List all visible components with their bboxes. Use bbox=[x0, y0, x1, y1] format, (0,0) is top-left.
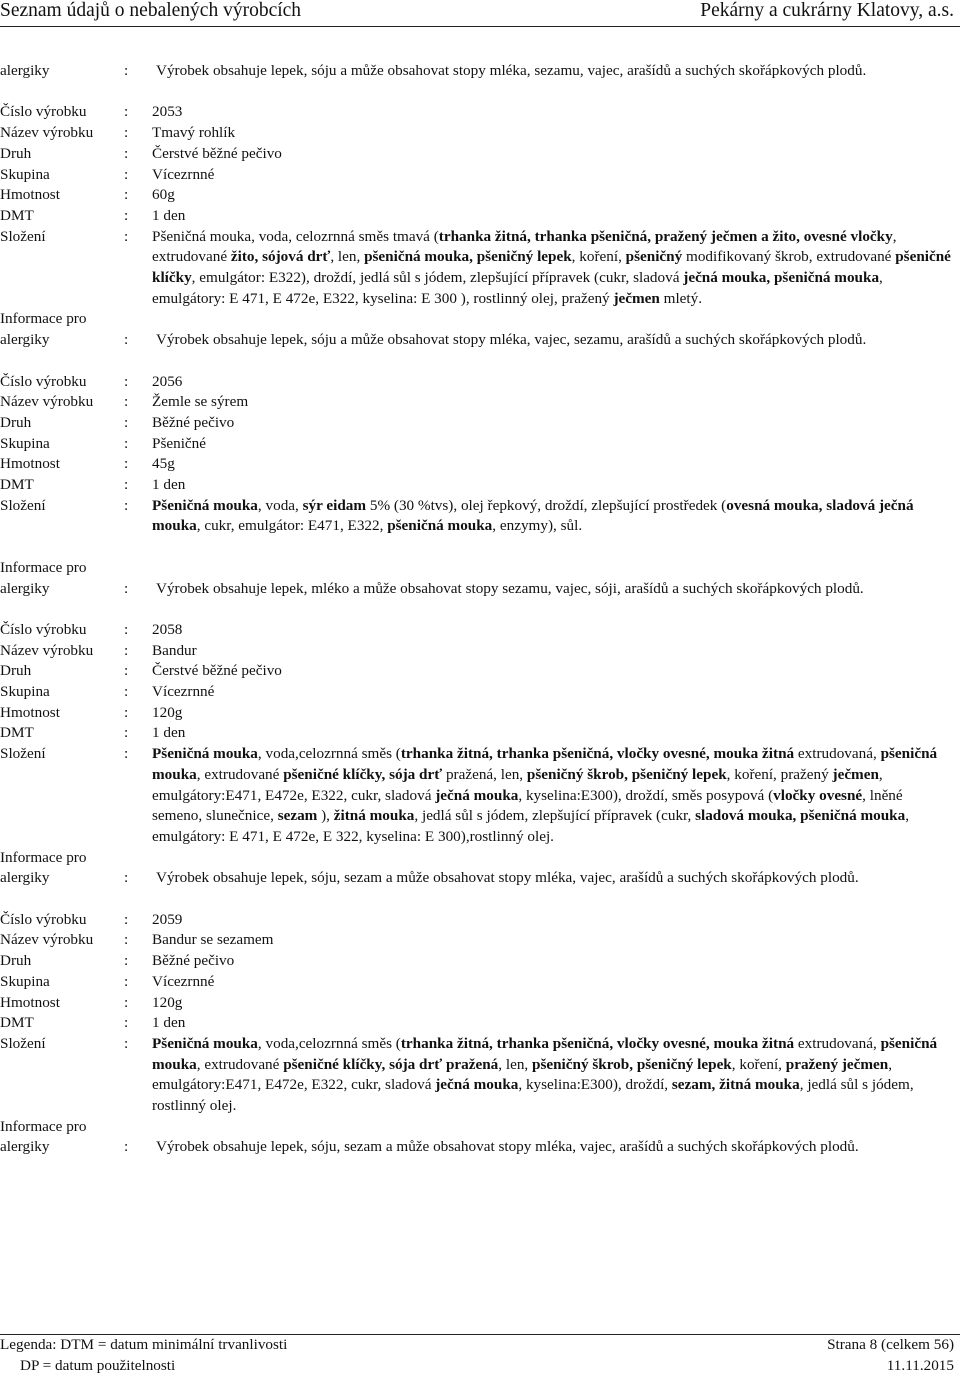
ingredient-text: extrudovaná, bbox=[794, 1034, 881, 1052]
allergen-highlight: pšeničná mouka bbox=[387, 517, 493, 535]
document-title: Seznam údajů o nebalených výrobcích bbox=[0, 0, 302, 21]
field-value: Pšeničné bbox=[152, 434, 206, 452]
allergen-highlight: vločky ovesné bbox=[773, 786, 863, 804]
allergen-highlight: trhanka žitná, trhanka pšeničná, vločky ovesné, mouka žitná bbox=[400, 745, 795, 763]
product-field-alergiky bbox=[0, 579, 960, 600]
allergen-highlight: pšeničné klíčky, sója drť bbox=[283, 765, 443, 783]
ingredients-text bbox=[152, 744, 960, 848]
legend-dp: DP = datum použitelnosti bbox=[20, 1356, 176, 1374]
allergy-text: Výrobek obsahuje lepek, sóju, sezam a může obsahovat stopy mléka, vajec, arašídů a suchých skořápkových plodů. bbox=[156, 869, 859, 887]
product-field-dmt bbox=[0, 1013, 960, 1034]
field-label: Druh bbox=[0, 952, 32, 970]
allergen-highlight: ječná mouka bbox=[435, 1076, 519, 1094]
field-value: 60g bbox=[152, 186, 175, 204]
allergy-text: Výrobek obsahuje lepek, sóju, sezam a může obsahovat stopy mléka, vajec, arašídů a suchých skořápkových plodů. bbox=[156, 1138, 859, 1156]
product-field-nazev bbox=[0, 123, 960, 144]
print-date: 11.11.2015 bbox=[886, 1356, 954, 1374]
block-spacer bbox=[0, 889, 960, 910]
ingredient-text: , kyselina:E300), droždí, bbox=[518, 1076, 672, 1094]
field-label: DMT bbox=[0, 1014, 34, 1032]
product-block bbox=[0, 351, 960, 599]
allergen-highlight: pšeničné klíčky bbox=[152, 248, 951, 287]
ingredient-text: , emulgátory: E 471, E 472e, E322, kyselina: E 300 ), rostlinný olej, pražený bbox=[152, 269, 883, 307]
field-label: Složení bbox=[0, 1034, 46, 1052]
separator: : bbox=[124, 393, 129, 411]
field-label: Číslo výrobku bbox=[0, 910, 87, 928]
ingredient-text: , emulgátory:E471, E472e, E322, cukr, sladová bbox=[152, 1055, 893, 1094]
field-label: Skupina bbox=[0, 165, 50, 183]
allergen-highlight: Pšeničná mouka bbox=[152, 1034, 258, 1052]
separator: : bbox=[124, 724, 129, 742]
separator: : bbox=[124, 434, 129, 452]
allergen-highlight: trhanka žitná, trhanka pšeničná, vločky ovesné, mouka žitná bbox=[400, 1034, 795, 1052]
separator: : bbox=[124, 227, 129, 245]
field-label: Druh bbox=[0, 144, 32, 162]
field-label: Název výrobku bbox=[0, 931, 94, 949]
field-value: Vícezrnné bbox=[152, 165, 215, 183]
allergen-highlight: ječmen bbox=[832, 765, 879, 783]
ingredient-text: , emulgátor: E322), droždí, jedlá sůl s jódem, zlepšující přípravek (cukr, sladová bbox=[191, 269, 684, 287]
allergen-highlight: ječná mouka, pšeničná mouka bbox=[683, 269, 880, 287]
field-value: Čerstvé běžné pečivo bbox=[152, 144, 282, 162]
separator: : bbox=[124, 413, 129, 431]
field-label: Skupina bbox=[0, 972, 50, 990]
product-field-hmotnost bbox=[0, 454, 960, 475]
field-label: alergiky bbox=[0, 579, 50, 597]
ingredient-text: , emulgátory:E471, E472e, E322, cukr, sladová bbox=[152, 765, 883, 804]
allergen-highlight: pšeničná mouka bbox=[152, 745, 938, 783]
separator: : bbox=[124, 620, 129, 638]
field-label: Složení bbox=[0, 745, 46, 763]
product-field-slozeni bbox=[0, 1034, 960, 1117]
block-spacer bbox=[0, 599, 960, 620]
ingredients-text bbox=[152, 1034, 960, 1117]
ingredient-text: , extrudované bbox=[196, 1055, 284, 1073]
ingredient-text: , koření, pražený bbox=[726, 765, 833, 783]
separator: : bbox=[124, 952, 129, 970]
product-field-slozeni bbox=[0, 744, 960, 848]
product-field-druh bbox=[0, 661, 960, 682]
product-field-druh bbox=[0, 144, 960, 165]
product-field-slozeni bbox=[0, 496, 960, 537]
ingredient-text: 5% (30 %tvs), olej řepkový, droždí, zlepšující prostředek ( bbox=[366, 496, 727, 514]
page-number: Strana 8 (celkem 56) bbox=[827, 1336, 954, 1353]
product-field-dmt bbox=[0, 206, 960, 227]
separator: : bbox=[124, 124, 129, 142]
allergy-text: Výrobek obsahuje lepek, sóju a může obsahovat stopy mléka, vajec, sezamu, arašídů a suchých skořápkových plodů. bbox=[156, 331, 867, 349]
allergen-highlight: sezam, žitná mouka bbox=[671, 1076, 800, 1094]
info-label-row bbox=[0, 309, 960, 330]
separator: : bbox=[124, 455, 129, 473]
separator: : bbox=[124, 910, 129, 928]
info-label-row bbox=[0, 1117, 960, 1138]
field-label: alergiky bbox=[0, 1138, 50, 1156]
field-value: Žemle se sýrem bbox=[152, 393, 249, 411]
product-list bbox=[0, 82, 960, 1158]
legend bbox=[0, 1335, 287, 1376]
separator: : bbox=[124, 1034, 129, 1052]
field-label: DMT bbox=[0, 724, 34, 742]
product-field-skupina bbox=[0, 165, 960, 186]
product-field-skupina bbox=[0, 682, 960, 703]
info-label-row bbox=[0, 848, 960, 869]
allergen-highlight: pšeničný škrob, pšeničný lepek bbox=[532, 1055, 732, 1073]
field-value: 2058 bbox=[152, 620, 183, 638]
field-label: alergiky bbox=[0, 331, 50, 349]
product-field-dmt bbox=[0, 723, 960, 744]
product-field-cislo bbox=[0, 910, 960, 931]
ingredient-text: , extrudované bbox=[152, 227, 897, 266]
allergen-highlight: pšeničná mouka bbox=[152, 1034, 938, 1073]
allergy-text: Výrobek obsahuje lepek, mléko a může obsahovat stopy sezamu, vajec, sóji, arašídů a suchých skořápkových plodů. bbox=[156, 579, 864, 597]
allergen-highlight: ječná mouka bbox=[435, 786, 519, 804]
ingredient-text: , voda,celozrnná směs ( bbox=[257, 745, 401, 763]
ingredient-text: , koření, bbox=[571, 248, 626, 266]
ingredient-text: extrudovaná, bbox=[794, 745, 881, 763]
separator: : bbox=[124, 972, 129, 990]
ingredients-text bbox=[152, 227, 960, 310]
field-label: Číslo výrobku bbox=[0, 372, 87, 390]
ingredient-text: modifikovaný škrob, extrudované bbox=[682, 248, 896, 266]
field-label: DMT bbox=[0, 206, 34, 224]
field-value: Běžné pečivo bbox=[152, 413, 235, 431]
top-allergy-row bbox=[0, 61, 960, 82]
field-label: Hmotnost bbox=[0, 455, 60, 473]
allergen-highlight: pšeničný škrob, pšeničný lepek bbox=[526, 765, 727, 783]
ingredient-text: , voda, bbox=[257, 496, 303, 514]
field-label: Název výrobku bbox=[0, 641, 94, 659]
field-value: Vícezrnné bbox=[152, 683, 215, 701]
separator: : bbox=[124, 641, 129, 659]
allergen-highlight: ovesná mouka, sladová ječná mouka bbox=[152, 496, 914, 535]
allergen-highlight: ječmen bbox=[613, 289, 660, 307]
product-field-cislo bbox=[0, 102, 960, 123]
product-field-slozeni bbox=[0, 227, 960, 310]
ingredient-text: ), bbox=[317, 807, 334, 825]
ingredient-text: mletý. bbox=[659, 289, 703, 307]
separator: : bbox=[124, 206, 129, 224]
separator: : bbox=[124, 1014, 129, 1032]
product-field-skupina bbox=[0, 972, 960, 993]
separator: : bbox=[124, 1138, 129, 1156]
field-label: Složení bbox=[0, 227, 46, 245]
ingredient-text: , len, bbox=[330, 248, 365, 266]
field-value: 1 den bbox=[152, 724, 186, 742]
product-field-hmotnost bbox=[0, 185, 960, 206]
field-value: 45g bbox=[152, 455, 175, 473]
ingredient-text: pražená, len, bbox=[442, 765, 527, 783]
separator: : bbox=[124, 931, 129, 949]
allergy-text: Výrobek obsahuje lepek, sóju a může obsahovat stopy mléka, sezamu, vajec, arašídů a suchých skořápkových plodů. bbox=[156, 62, 867, 79]
ingredient-text: , cukr, emulgátor: E471, E322, bbox=[196, 517, 388, 535]
product-field-alergiky bbox=[0, 330, 960, 351]
product-block bbox=[0, 599, 960, 889]
separator: : bbox=[124, 496, 129, 514]
field-label: alergiky bbox=[0, 869, 50, 887]
field-label: Hmotnost bbox=[0, 186, 60, 204]
product-field-nazev bbox=[0, 930, 960, 951]
allergy-label: alergiky bbox=[0, 62, 50, 79]
header-divider bbox=[0, 26, 960, 27]
product-block bbox=[0, 889, 960, 1158]
ingredient-text: , jedlá sůl s jódem, zlepšující přípravek (cukr, bbox=[414, 807, 696, 825]
separator: : bbox=[124, 869, 129, 887]
field-label: Informace pro bbox=[0, 310, 87, 328]
field-value: Bandur bbox=[152, 641, 197, 659]
info-label-row bbox=[0, 558, 960, 579]
page-info bbox=[827, 1335, 954, 1376]
product-field-dmt bbox=[0, 475, 960, 496]
ingredient-text: Pšeničná mouka, voda, celozrnná směs tmavá ( bbox=[152, 227, 439, 245]
separator: : bbox=[124, 144, 129, 162]
separator: : bbox=[124, 476, 129, 494]
separator: : bbox=[124, 331, 129, 349]
ingredients-text bbox=[152, 496, 960, 537]
field-label: Hmotnost bbox=[0, 993, 60, 1011]
ingredient-text: , emulgátory: E 471, E 472e, E 322, kyselina: E 300),rostlinný olej. bbox=[152, 807, 910, 845]
field-label: Skupina bbox=[0, 434, 50, 452]
field-label: Informace pro bbox=[0, 558, 87, 576]
field-label: Informace pro bbox=[0, 1117, 87, 1135]
ingredient-text: , koření, bbox=[731, 1055, 786, 1073]
field-value: Vícezrnné bbox=[152, 972, 215, 990]
allergen-highlight: pšeničné klíčky, sója drť pražená bbox=[283, 1055, 499, 1073]
separator: : bbox=[124, 372, 129, 390]
block-spacer bbox=[0, 537, 960, 558]
field-value: Tmavý rohlík bbox=[152, 124, 236, 142]
field-label: Hmotnost bbox=[0, 703, 60, 721]
separator: : bbox=[124, 62, 129, 79]
separator: : bbox=[124, 683, 129, 701]
block-spacer bbox=[0, 351, 960, 372]
separator: : bbox=[124, 186, 129, 204]
separator: : bbox=[124, 745, 129, 763]
legend-dmt: Legenda: DTM = datum minimální trvanlivosti bbox=[0, 1336, 288, 1353]
field-value: 2059 bbox=[152, 910, 183, 928]
allergen-highlight: pražený ječmen bbox=[785, 1055, 889, 1073]
product-block bbox=[0, 82, 960, 351]
field-label: Číslo výrobku bbox=[0, 103, 87, 121]
separator: : bbox=[124, 662, 129, 680]
field-label: Skupina bbox=[0, 683, 50, 701]
field-value: 1 den bbox=[152, 476, 186, 494]
field-value: 120g bbox=[152, 703, 183, 721]
ingredient-text: , len, bbox=[498, 1055, 533, 1073]
field-label: Číslo výrobku bbox=[0, 620, 87, 638]
block-spacer bbox=[0, 82, 960, 103]
allergen-highlight: trhanka žitná, trhanka pšeničná, pražený ječmen a žito, ovesné vločky bbox=[438, 227, 893, 245]
page-header bbox=[0, 0, 960, 28]
product-field-skupina bbox=[0, 434, 960, 455]
field-value: Bandur se sezamem bbox=[152, 931, 274, 949]
allergen-highlight: sladová mouka, pšeničná mouka bbox=[695, 807, 906, 825]
allergen-highlight: žitná mouka bbox=[333, 807, 415, 825]
field-value: 1 den bbox=[152, 1014, 186, 1032]
field-value: 2056 bbox=[152, 372, 183, 390]
product-field-alergiky bbox=[0, 868, 960, 889]
company-name: Pekárny a cukrárny Klatovy, a.s. bbox=[700, 0, 954, 21]
separator: : bbox=[124, 165, 129, 183]
field-value: Běžné pečivo bbox=[152, 952, 235, 970]
field-label: Informace pro bbox=[0, 848, 87, 866]
field-label: Název výrobku bbox=[0, 124, 94, 142]
field-label: Druh bbox=[0, 662, 32, 680]
field-label: Název výrobku bbox=[0, 393, 94, 411]
allergen-highlight: sýr eidam bbox=[302, 496, 367, 514]
separator: : bbox=[124, 579, 129, 597]
ingredient-text: , kyselina:E300), droždí, směs posypová ( bbox=[518, 786, 774, 804]
field-label: Druh bbox=[0, 413, 32, 431]
field-value: Čerstvé běžné pečivo bbox=[152, 662, 282, 680]
allergen-highlight: žito, sójová drť bbox=[230, 248, 331, 266]
ingredient-text: , lněné semeno, slunečnice, bbox=[152, 786, 903, 825]
separator: : bbox=[124, 703, 129, 721]
separator: : bbox=[124, 103, 129, 121]
page-footer bbox=[0, 1334, 960, 1375]
product-field-cislo bbox=[0, 372, 960, 393]
product-field-cislo bbox=[0, 620, 960, 641]
separator: : bbox=[124, 993, 129, 1011]
allergen-highlight: pšeničná mouka, pšeničný lepek bbox=[364, 248, 572, 266]
product-field-hmotnost bbox=[0, 703, 960, 724]
ingredient-text: , extrudované bbox=[196, 765, 284, 783]
product-field-hmotnost bbox=[0, 993, 960, 1014]
field-value: 1 den bbox=[152, 206, 186, 224]
ingredient-text: , enzymy), sůl. bbox=[492, 517, 583, 535]
allergen-highlight: Pšeničná mouka bbox=[152, 496, 258, 514]
field-value: 120g bbox=[152, 993, 183, 1011]
product-field-alergiky bbox=[0, 1137, 960, 1158]
product-field-druh bbox=[0, 951, 960, 972]
allergen-highlight: sezam bbox=[277, 807, 318, 825]
field-label: DMT bbox=[0, 476, 34, 494]
allergen-highlight: pšeničný bbox=[625, 248, 683, 266]
field-label: Složení bbox=[0, 496, 46, 514]
product-field-nazev bbox=[0, 392, 960, 413]
document-body bbox=[0, 61, 960, 1158]
allergen-highlight: Pšeničná mouka bbox=[152, 745, 258, 763]
field-value: 2053 bbox=[152, 103, 183, 121]
product-field-druh bbox=[0, 413, 960, 434]
product-field-nazev bbox=[0, 641, 960, 662]
ingredient-text: , voda,celozrnná směs ( bbox=[257, 1034, 401, 1052]
ingredient-text: , jedlá sůl s jódem, rostlinný olej. bbox=[152, 1076, 914, 1115]
